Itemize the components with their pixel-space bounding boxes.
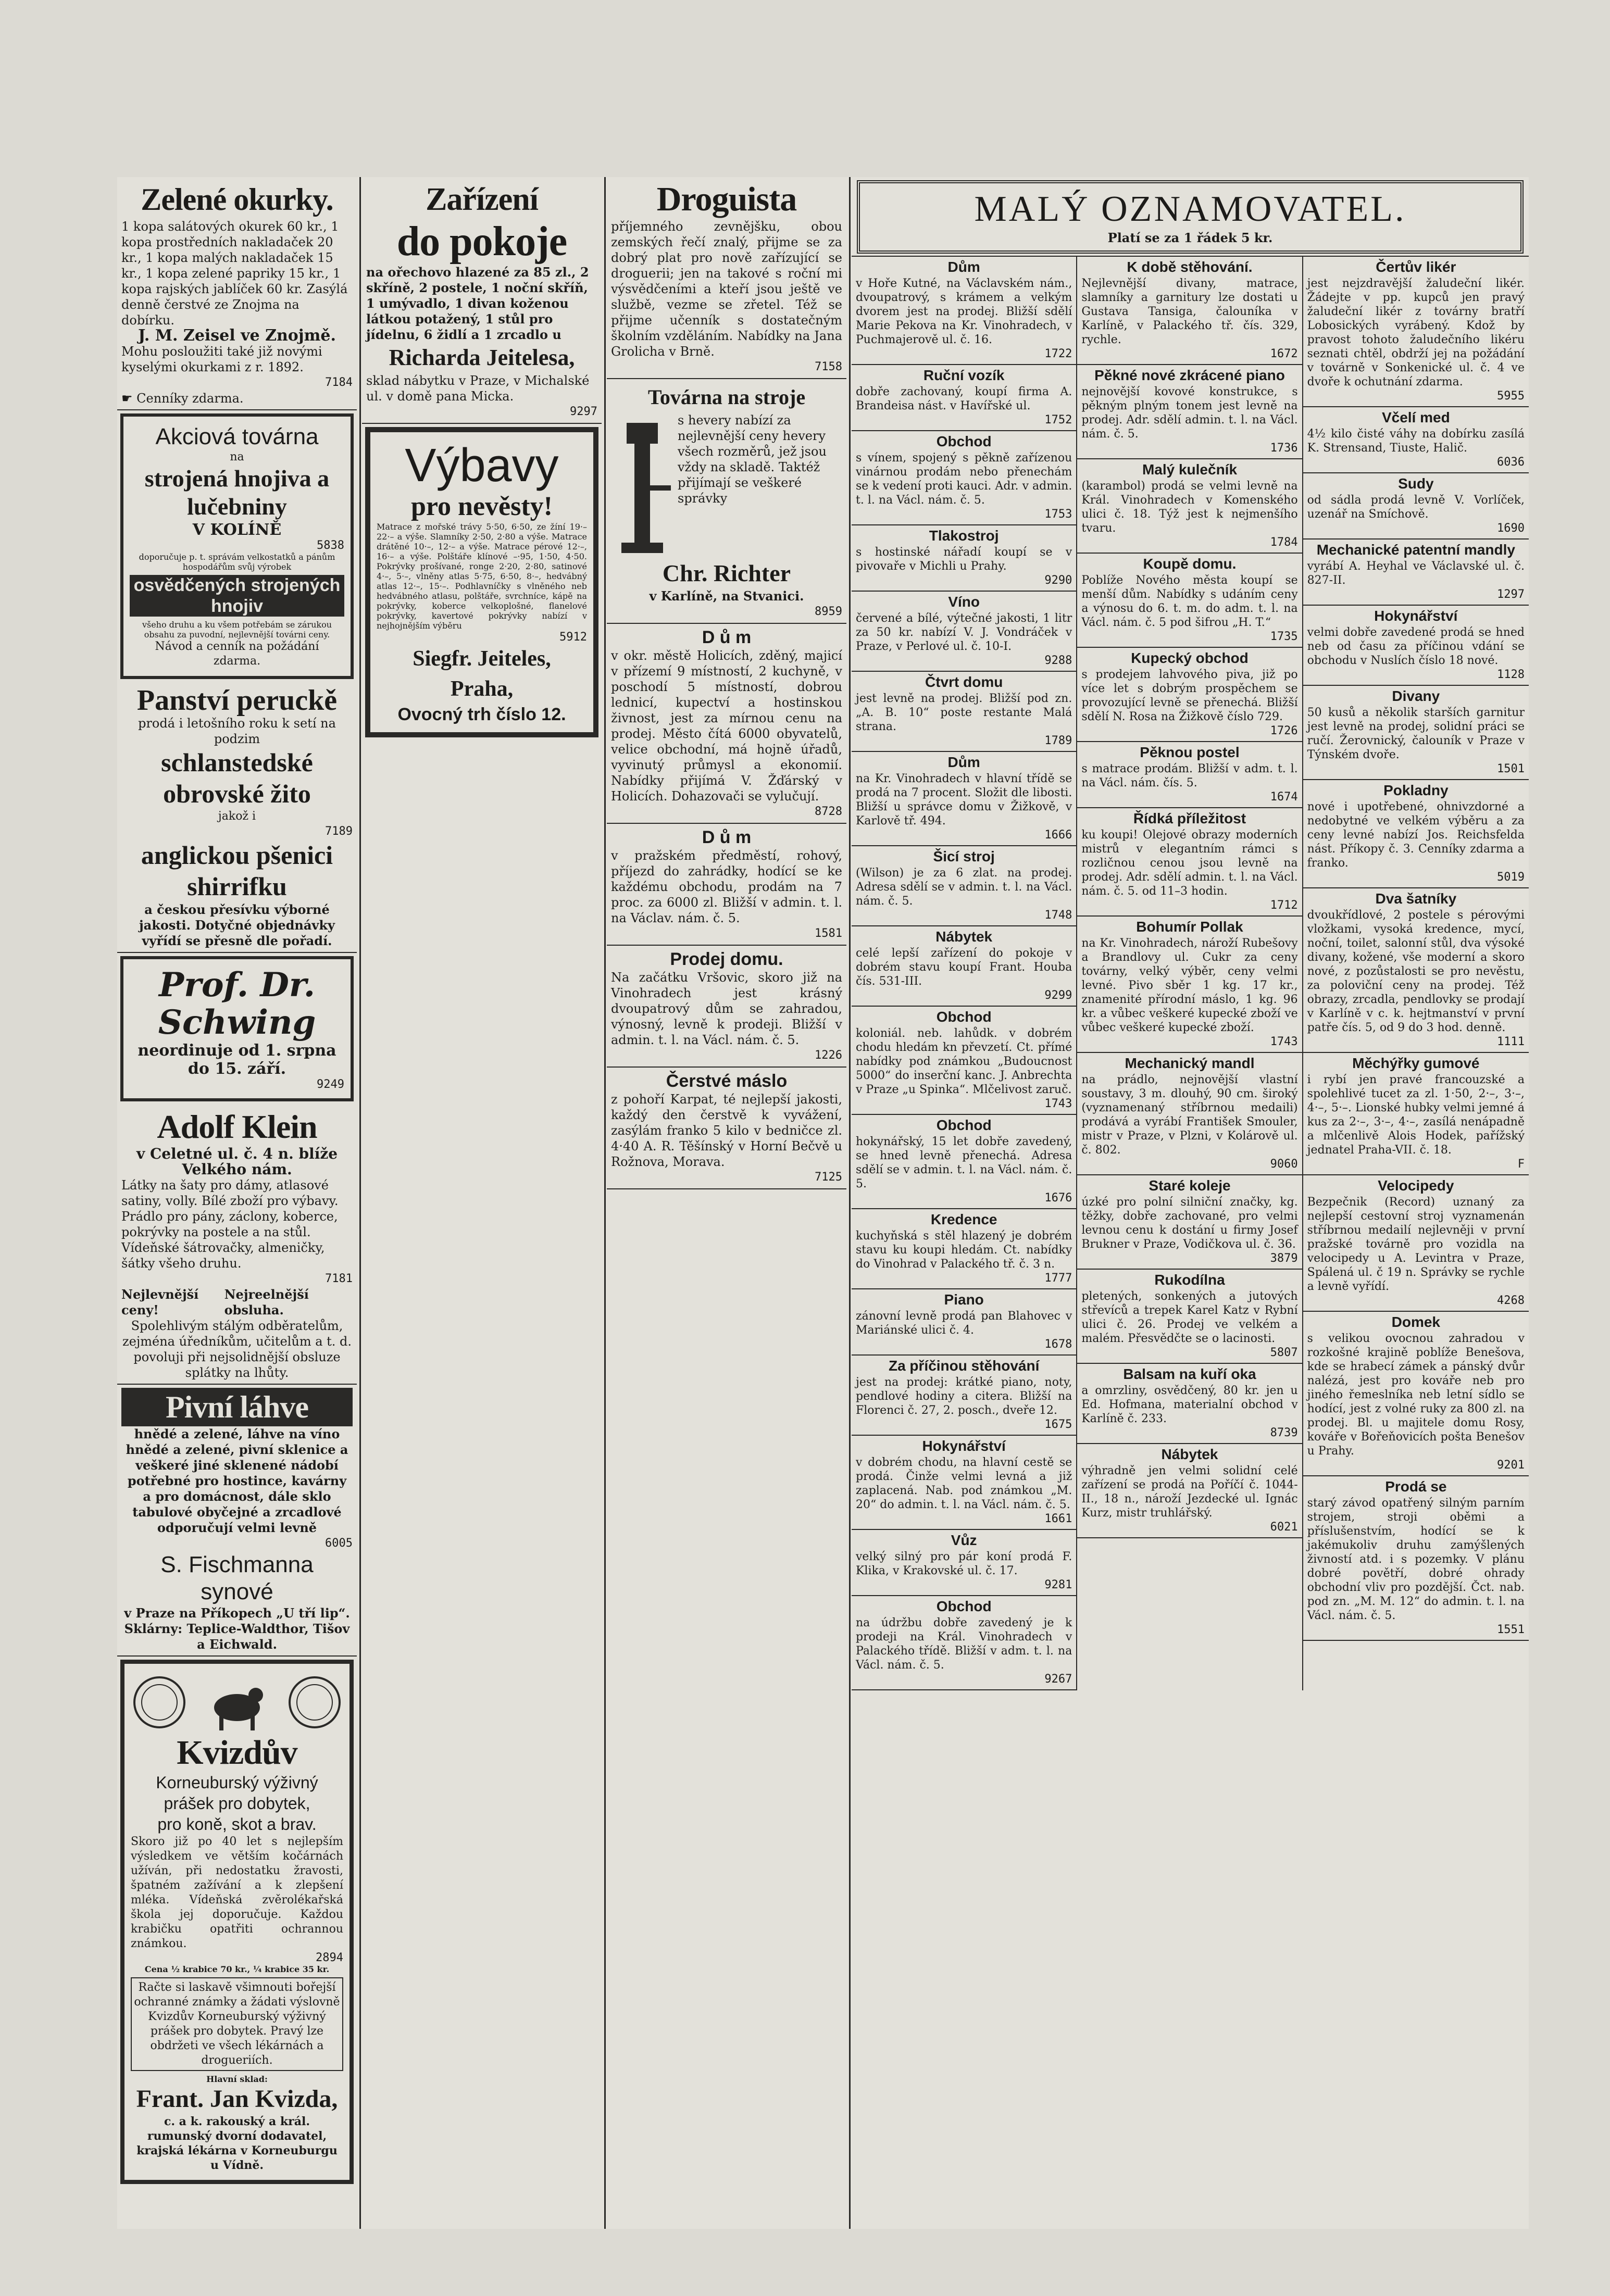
ad-body: v pražském předměstí, rohový, příjezd do zahrádky, hodící se ke každému obchodu, prodám na 7 proc. za 6000 zl. Bližší v admin. t. l. na Václav. nám. č. 5. (611, 848, 842, 925)
classified-text: 4½ kilo čisté váhy na dobírku zasílá K. Strensand, Tiuste, Halič. (1307, 428, 1525, 455)
classified-text: Bezpečnik (Record) uznaný za nejlepší cestovní stroj vyznamenán stříbrnou medailí nejlevněji v první pražské továrně pro vozidla na velocipedy u A. Levintra v Praze, Spálená ul. č 19 n. Správky se rychle a levně vyřídí. (1307, 1196, 1525, 1293)
ad-code: 2894 (316, 1951, 343, 1964)
ad-navod: Návod a cenník na požádání zdarma. (155, 640, 319, 668)
classified-ad (1077, 648, 1302, 742)
classified-code: 3879 (1270, 1252, 1298, 1265)
classified-code: 9290 (1044, 574, 1072, 587)
kvizda-header (131, 1671, 343, 1734)
classified-heading: K době stěhování. (1127, 259, 1253, 275)
ad-code: 8959 (815, 605, 842, 618)
classified-code: 5807 (1270, 1346, 1298, 1359)
ad-title: Droguista (656, 180, 797, 218)
classified-ad (1303, 780, 1529, 888)
classified-heading: Piano (944, 1291, 984, 1308)
ad-maslo (607, 1068, 846, 1189)
classified-text: hokynářský, 15 let dobře zavedený, se hned levně přenechá. Adresa sdělí se v admin. t. l. na Václ. nám. č. 5. (856, 1135, 1072, 1190)
ad-product: schlanstedské obrovské žito (161, 748, 313, 808)
ad-title: Kvizdův (177, 1734, 297, 1772)
classified-ad (1077, 554, 1302, 648)
classifieds-grid (852, 256, 1529, 1690)
classified-text: v Hoře Kutné, na Václavském nám., dvoupatrový, s krámem a velkým dvorem jest na prodej. Bližší sdělí Marie Pekova na Kr. Vinohradech, v Puchmajerově ul. č. 16. (856, 277, 1072, 346)
classified-text: jest levně na prodej. Bližší pod zn. „A. B. 10“ poste restante Malá strana. (856, 692, 1072, 733)
classified-ad (852, 1289, 1076, 1356)
classified-ad (1303, 606, 1529, 686)
classified-code: 1675 (1044, 1418, 1072, 1431)
classified-ad (1077, 1270, 1302, 1364)
classified-heading: Velocipedy (1378, 1177, 1454, 1194)
classified-heading: Pokladny (1383, 782, 1449, 798)
classified-ad (1303, 257, 1529, 407)
classified-heading: Dva šatníky (1375, 890, 1457, 907)
classified-code: 1789 (1044, 734, 1072, 747)
classified-ad (1077, 1053, 1302, 1175)
column-rule (604, 177, 606, 2229)
classified-ad (1077, 459, 1302, 554)
classified-text: s matrace prodám. Bližší v adm. t. l. na Václ. nám. čís. 5. (1081, 762, 1298, 789)
classified-text: s velikou ovocnou zahradou v rozkošné krajině poblíže Benešova, kde se hrabecí zámek a pánský dvůr nalézá, jest pro kováře neb pro jiného řemeslníka neb letní sídlo se hodící, jest z volné ruky za 800 zl. na prodej. Bl. u majitele domu Rosy, kováře v Bořeňovicích pošta Benešov u Prahy. (1307, 1332, 1525, 1458)
classified-ad (1077, 808, 1302, 917)
classified-text: v dobrém chodu, na hlavní cestě se prodá. Činže velmi levná a již zaplacená. Nab. pod známkou „M. 20“ do admin. t. l. na Václ. nám. č. 5. (856, 1456, 1072, 1511)
classified-code: 1753 (1044, 508, 1072, 521)
ad-firm: Chr. Richter (662, 560, 791, 586)
ad-addr: Ovocný trh číslo 12. (397, 705, 566, 724)
ad-city: V KOLÍNĚ (192, 521, 282, 539)
classified-code: 1128 (1497, 668, 1525, 681)
classified-text: 50 kusů a několik starších garnitur jest levně na prodej, solidní práci se ručí. Žerovnický, čalouník v Praze v Týnském dvoře. (1307, 706, 1525, 761)
classified-ad (1303, 473, 1529, 540)
classified-ad (852, 672, 1076, 752)
classified-text: (karambol) prodá se velmi levně na Král. Vinohradech v Komenského ulici č. 18. Týž jest k nejmenšího tvaru. (1081, 480, 1298, 535)
classified-code: 1726 (1270, 724, 1298, 737)
classified-code: 1501 (1497, 762, 1525, 775)
classifieds-column-2 (1077, 257, 1303, 1690)
classified-code: 1712 (1270, 899, 1298, 912)
ad-body: doporučuje p. t. správám velkostatků a pánům hospodářům svůj výrobek (139, 552, 335, 572)
classified-ad (1077, 1364, 1302, 1444)
classified-code: 9299 (1044, 989, 1072, 1002)
ad-code: 5912 (559, 631, 587, 644)
classified-ad (1303, 540, 1529, 606)
ad-dum-1 (607, 624, 846, 824)
classified-text: starý závod opatřený silným parním strojem, stroji oběmi a příslušenstvím, hodící se k jakémukoliv druhu zamýšlených živností atd. i s pozemky. V plánu dobré povětří, dobré ohrady obchodní vliv pro pozdější. Čct. nab. pod zn. „M. M. 12“ do admin. t. l. na Václ. nám. č. 5. (1307, 1497, 1525, 1622)
classified-text: (Wilson) je za 6 zlat. na prodej. Adresa sdělí se v admin. t. l. na Václ. nám. č. 5. (856, 867, 1072, 908)
ad-title: Akciová továrna (155, 424, 319, 449)
newspaper-page (117, 177, 1529, 2229)
classified-ad (1303, 686, 1529, 780)
ad-code: 7184 (325, 376, 353, 389)
ad-firm: J. M. Zeisel ve Znojmě. (138, 327, 336, 345)
medal-seal-icon (131, 1674, 188, 1731)
ad-title: D ů m (702, 827, 752, 847)
classified-heading: Víno (948, 594, 980, 610)
classified-heading: Mechanický mandl (1125, 1055, 1255, 1071)
ad-title: Zařízení (426, 182, 538, 217)
classified-heading: Prodá se (1385, 1478, 1447, 1495)
ad-cenniky: ☛ Cenníky zdarma. (121, 391, 244, 406)
classified-ad (1077, 917, 1302, 1053)
classified-text: úzké pro polní silniční značky, kg. těžky, dobře zachované, pro velmi levnou cenu k dostání u firmy Josef Brukner v Praze, Vodičkova ul. č. 36. (1081, 1196, 1298, 1251)
ad-sklad: Hlavní sklad: (206, 2074, 268, 2084)
classified-text: jest nejzdravější žaludeční likér. Žádejte v pp. kupců jen pravý žaludeční likér z továrny bratří Lobosických vyrábený. Kdož by pravost tohoto žaludečního likéru seznati chtěl, obdrží jej na požádání v továrně v Sonkenické ul. č. 4 ve dvoře k ochutnání zdarma. (1307, 277, 1525, 388)
classified-ad (852, 1530, 1076, 1596)
classified-text: nejnovější kovové konstrukce, s pěkným plným tonem jest levně na prodej. Adr. sdělí admin. t. l. na Václ. nám. č. 5. (1081, 385, 1298, 441)
ad-warning: Račte si laskavě všimnouti bořejší ochranné známky a žádati výslovně Kvizdův Korneuburský výživný prášek pro dobytek. Pravý lze obdržeti ve všech lékárnách a drogueriích. (131, 1977, 343, 2071)
classified-text: a omrzliny, osvědčený, 80 kr. jen u Ed. Hofmana, materialní obchod v Karlíně č. 233. (1081, 1384, 1298, 1425)
ad-tovarna (120, 413, 354, 679)
classified-text: dobře zachovaný, koupí firma A. Brandeisa nást. v Havířské ul. (856, 385, 1072, 412)
classified-code: 1678 (1044, 1338, 1072, 1351)
ad-body: hnědé a zelené, láhve na víno hnědé a zelené, pivní sklenice a veškeré jiné sklenené nádobí potřebné pro hostince, kavárny a pro domácnost, dále sklo tabulové obyčejné a zrcadlové odporučují velmi levně (126, 1426, 348, 1535)
classifieds-title: MALÝ OZNAMOVATEL. (974, 189, 1406, 229)
ad-droguista (607, 177, 846, 379)
ad-code: 7158 (815, 360, 842, 373)
classified-heading: Pěkné nové zkrácené piano (1094, 367, 1285, 383)
classified-text: velký silný pro pár koní prodá F. Klika, v Krakovské ul. č. 17. (856, 1550, 1072, 1577)
ad-code: 9249 (317, 1078, 344, 1091)
classified-text: s vínem, spojený s pěkně zařízenou vinárnou prodám nebo přenechám se k vedení proti kauci. Adr. v admin. t. l. na Václ. nám. č. 5. (856, 451, 1072, 507)
ad-note: Mohu posloužiti také již novými kyselými okurkami z r. 1892. (121, 344, 322, 374)
classified-ad (852, 592, 1076, 672)
classified-ad (852, 1115, 1076, 1209)
ad-okurky (117, 177, 357, 410)
classified-heading: Ruční vozík (923, 367, 1005, 383)
classified-heading: Nábytek (935, 929, 993, 945)
classified-code: 1748 (1044, 909, 1072, 922)
classified-heading: Kredence (930, 1211, 997, 1227)
classified-code: 1722 (1044, 347, 1072, 360)
classified-heading: Dům (947, 754, 980, 770)
classified-code: 4268 (1497, 1294, 1525, 1307)
classified-ad (852, 1436, 1076, 1530)
horse-cow-emblem-icon (206, 1671, 268, 1734)
classified-heading: Vůz (951, 1532, 977, 1548)
classified-heading: Kupecký obchod (1131, 650, 1249, 666)
classified-text: výhradně jen velmi solidní celé zařízení se prodá na Poříčí č. 1044-II., 18 n., nároží Jezdecké ul. Ignác Kurz, mistr truhlářský. (1081, 1464, 1298, 1520)
classified-ad (852, 525, 1076, 592)
column-2 (362, 177, 602, 741)
ad-schwing (120, 956, 354, 1101)
classified-code: 1752 (1044, 413, 1072, 426)
classified-text: na údržbu dobře zavedený je k prodeji na Král. Vinohradech v Palackého třídě. Bližší v adm. t. l. na Václ. nám. č. 5. (856, 1616, 1072, 1672)
classified-ad (852, 1596, 1076, 1690)
classified-heading: Pěknou postel (1140, 744, 1240, 760)
classified-text: ku koupi! Olejové obrazy moderních mistrů v elegantním rámci s rozličnou cenou jsou levně na prodej. Adr. sdělí admin. t. l. na Václ. nám. č. 5. od 11–3 hodin. (1081, 829, 1298, 898)
classified-heading: Tlakostroj (929, 528, 999, 544)
ad-code: 5838 (317, 539, 344, 552)
ad-body: prodá i letošního roku k setí na podzim (138, 716, 336, 746)
classified-ad (1303, 1476, 1529, 1641)
ad-body: Matrace z mořské trávy 5·50, 6·50, ze žíní 19·–22·– a výše. Slamníky 2·50, 2·80 a výše. Matrace drátěné 10·–, 12·– a výše. Matrace pérové 12·–, 16·– a výše. Polštáře klínové –·95, 1·50, 4·50. Pokrývky prošívané, ronge 2·20, 2·80, satinové 4·–, 5·–, vlněny atlas 5·75, 6·50, 8·–, hedvábný atlas 12·–, 15·–. Podhlavníčky s vlněného neb hedvábného atlasu, polštáře, svrchníce, kápě na pokrývky, koberce velkoplošné, flanelové pokrývky, kavertové pokrývky nabízí v nejhojnějším výběru (377, 522, 587, 631)
ad-highlight: osvědčených strojených hnojiv (130, 575, 344, 617)
classified-heading: Měchýřky gumové (1352, 1055, 1480, 1071)
ad-kvizda (120, 1660, 354, 2184)
column-rule (359, 177, 361, 2229)
classified-ad (1077, 1444, 1302, 1538)
classified-heading: Dům (947, 259, 980, 275)
ad-title: Továrna na stroje (647, 385, 806, 409)
ad-stroje (607, 379, 846, 624)
classified-text: i rybí jen pravé francouzské a spolehlivé tucet za zl. 1·50, 2·–, 3·–, 4·–, 5·–. Lionské hubky velmi jemné á kus za 2·–, 3·–, 4·–, zasílá nenápadně a mlčenlivě Alois Hodek, pařížský jednatel Praha-VII. č. 18. (1307, 1073, 1525, 1157)
classified-ad (1077, 1175, 1302, 1270)
ad-body: v okr. městě Holicích, zděný, majicí v přízemí 9 místností, 2 kuchyně, v poschodí 5 místností, dobrou lednicí, kupectví a hostinskou živnost, jest za mírnou cenu na prodej. Město čítá 6000 obyvatelů, velice obchodní, má hojně úřadů, vyvinutý průmysl a ekonomií. Nabídky přijímá V. Žďárský v Holicích. Dohazovači se vylučují. (611, 648, 842, 804)
ad-title: D ů m (702, 628, 752, 647)
classified-code: 1676 (1044, 1191, 1072, 1205)
ad-zarizeni (362, 177, 602, 424)
classified-code: 5955 (1497, 390, 1525, 403)
ad-code: 1581 (815, 927, 842, 940)
classified-ad (852, 365, 1076, 431)
classified-text: na prádlo, nejnovější vlastní soustavy, 3 m. dlouhý, 90 cm. široký (vyznamenaný stříbrnou medaili) prodává a vyrábí František Smouler, mistr v Praze, v Plzni, v Kolárově ul. č. 802. (1081, 1073, 1298, 1157)
ad-body: na ořechovo hlazené za 85 zl., 2 skříně, 2 postele, 1 noční skříň, 1 umývadlo, 1 divan koženou látkou potažený, 1 stůl pro jídelnu, 6 židlí a 1 zrcadlo u (366, 265, 589, 342)
classified-ad (1303, 1053, 1529, 1175)
classified-code: 1551 (1497, 1623, 1525, 1636)
classified-heading: Hokynářství (1374, 608, 1458, 624)
classified-code: 6036 (1497, 456, 1525, 469)
classified-code: 1672 (1270, 347, 1298, 360)
classified-ad (1303, 1312, 1529, 1476)
classified-heading: Balsam na kuří oka (1123, 1366, 1256, 1382)
ad-title: Výbavy (405, 440, 559, 492)
ad-body: s hevery nabízí za nejlevnější ceny hevery všech rozměrů, jež jsou vždy na skladě. Taktéž přijímají se veškeré správky (678, 413, 827, 506)
classifieds-header (857, 180, 1524, 254)
classified-text: velmi dobře zavedené prodá se hned neb od času za příčinou vdání se obchodu v Nuslích číslo 18 nové. (1307, 626, 1525, 667)
ad-code: 7125 (815, 1171, 842, 1184)
classified-text: pletených, sonkených a jutových střevíců a trepek Karel Katz v Rybní ulici č. 26. Prodej ve velkém a malém. Přesvědčte se o lacinosti. (1081, 1290, 1298, 1345)
classified-ad (1077, 742, 1302, 808)
classified-text: na Kr. Vinohradech v hlavní třídě se prodá na 7 procent. Složit dle libosti. Bližší u správce domu v Žižkově, v Karlově tř. 494. (856, 772, 1072, 827)
ad-pro: pro koně, skot a brav. (157, 1815, 317, 1834)
classified-ad (852, 431, 1076, 525)
column-3 (607, 177, 846, 1189)
ad-body: 1 kopa salátových okurek 60 kr., 1 kopa prostředních nakladaček 20 kr., 1 kopa malých nakladaček 15 kr., 1 kopa zelené papriky 15 kr., 1 kopa rajských jablíček 60 kr. Zasýlá denně čerstvé ze Znojma na dobírku. (121, 219, 348, 328)
ad-body: Skoro již po 40 let s nejlepším výsledkem ve větším kočárnách užíván, při nedostatku žravosti, špatném zažívání a k zlepšení mléka. Vídeňská zvěrolékařská škola jej doporučuje. Každou krabičku opatřiti ochrannou známkou. (131, 1835, 343, 1950)
classified-text: vyrábí A. Heyhal ve Václavské ul. č. 827-II. (1307, 560, 1525, 587)
ad-subtitle: do pokoje (396, 219, 567, 265)
classified-code: 1297 (1497, 588, 1525, 601)
ad-firm: S. Fischmanna synové (160, 1552, 314, 1604)
ad-lahve (117, 1385, 357, 1657)
classified-ad (852, 752, 1076, 846)
classified-heading: Staré koleje (1149, 1177, 1231, 1194)
classified-heading: Řídká příležitost (1133, 810, 1246, 826)
classified-text: nové i upotřebené, ohnivzdorné a nedobytné ve velkém výběru a za ceny levné nabízí Jos. Reichsfelda nást. Příkopy č. 3. Cenníky zdarma a franko. (1307, 800, 1525, 870)
classified-code: 1743 (1044, 1097, 1072, 1110)
classified-code: 1661 (1044, 1512, 1072, 1525)
classified-heading: Bohumír Pollak (1136, 919, 1243, 935)
classified-ad (852, 1356, 1076, 1436)
classified-ad (1303, 407, 1529, 473)
classifieds-rate: Platí se za 1 řádek 5 kr. (1107, 230, 1273, 245)
classified-text: celé lepší zařízení do pokoje v dobrém stavu koupí Frant. Houba čís. 531-III. (856, 947, 1072, 988)
classified-heading: Včelí med (1381, 409, 1450, 425)
ad-addr: v Praze na Příkopech „U tří lip“. (124, 1605, 350, 1621)
classified-ad (852, 1007, 1076, 1115)
classified-ad (852, 1209, 1076, 1289)
ad-code: 7189 (325, 825, 353, 838)
classified-heading: Obchod (936, 1598, 992, 1614)
classified-code: 1111 (1497, 1035, 1525, 1048)
classified-ad (852, 257, 1076, 365)
ad-addr: v Karlíně, na Stvanici. (649, 588, 804, 604)
ad-body2: a českou přesívku výborné jakosti. Dotyčné objednávky vyřídí se přesně dle pořadí. (139, 902, 335, 948)
classified-text: Poblíže Nového města koupí se menší dům. Nabídky s udáním ceny a výnosu do 6. t. m. do adm. t. l. na Václ. nám. č. 5 pod šifrou „H. T.“ (1081, 574, 1298, 629)
ad-code: 1226 (815, 1049, 842, 1062)
column-rule (849, 177, 851, 2229)
ad-code: 7181 (325, 1272, 353, 1285)
diploma-seal-icon (286, 1674, 343, 1731)
classified-heading: Za příčinou stěhování (888, 1358, 1040, 1374)
classified-heading: Domek (1391, 1314, 1441, 1330)
classified-ad (1303, 888, 1529, 1053)
classified-ad (852, 846, 1076, 926)
classified-text: dvoukřídlové, 2 postele s pérovými vložkami, vysoká kredence, mycí, noční, toilet, salonní stůl, dva výsoké divany, kožené, vše moderní a skoro nové, z pozůstalosti se pro nevěstu, za poloviční ceny na prodej. Též obrazy, zrcadla, pendlovky se prodají v Karlíně v c. k. hejtmanství v první patře čís. 5, od 9 do 3 hod. denně. (1307, 909, 1525, 1034)
ad-subtitle: pro nevěsty! (410, 492, 553, 521)
classified-code: 1674 (1270, 791, 1298, 804)
ad-code: 8728 (815, 805, 842, 818)
ad-addr: v Celetné ul. č. 4 n. blíže Velkého nám. (136, 1145, 338, 1178)
classified-ad (1303, 1175, 1529, 1312)
ad-body: Látky na šaty pro dámy, atlasové satiny, volly. Bílé zboží pro výbavy. Prádlo pro pány, záclony, koberce, pokrývky na postele a na stůl. Vídeňské šátrovačky, almeničky, šátky všeho druhu. (121, 1178, 339, 1271)
classified-text: jest na prodej: krátké piano, noty, pendlové hodiny a citera. Bližší na Florenci č. 27, 2. posch., dveře 12. (856, 1376, 1072, 1417)
classified-code: 9060 (1270, 1158, 1298, 1171)
classified-ad (852, 926, 1076, 1007)
classified-heading: Šicí stroj (933, 848, 995, 864)
column-1 (117, 177, 357, 2187)
ad-body: Na začátku Vršovic, skoro již na Vinohradech jest krásný dvoupatrový dům se zahradou, výnosný, levně k prodeji. Bližší v admin. t. l. na Václ. nám. č. 5. (611, 970, 842, 1047)
classified-code: 8739 (1270, 1426, 1298, 1439)
classified-code: 9281 (1044, 1578, 1072, 1591)
ad-price: Cena ½ krabice 70 kr., ¼ krabice 35 kr. (144, 1964, 330, 1974)
ad-title: Prodej domu. (670, 949, 783, 969)
classified-text: s prodejem lahvového piva, již po více let s dobrým prospěchem se provozující levně se přenechá. Bližší sdělí N. Rosa na Žižkově číslo 729. (1081, 668, 1298, 723)
ad-title: Prof. Dr. Schwing (158, 965, 316, 1042)
classified-ad (1077, 365, 1302, 459)
classified-text: na Kr. Vinohradech, nároží Rubešovy a Brandlovy ul. Cukr za ceny továrny, velký výběr, ceny velmi levné. Pivo sběr 1 kg. 17 kr., znamenité přírodní máslo, 1 kg. 96 kr. a vůbec veškeré kupecké zboží ve vůbec veškeré kupecké zboží. (1081, 937, 1298, 1034)
classified-text: od sádla prodá levně V. Vorlíček, uzenář na Smíchově. (1307, 494, 1525, 521)
ad-title: Panství peruckě (136, 684, 338, 717)
classified-code: 9267 (1044, 1673, 1072, 1686)
classified-heading: Rukodílna (1154, 1272, 1225, 1288)
ad-firm: Richarda Jeitelesa, (389, 345, 575, 370)
ad-prodej-domu (607, 946, 846, 1068)
classified-heading: Divany (1392, 688, 1440, 704)
classified-code: 1735 (1270, 630, 1298, 643)
classified-code: 6021 (1270, 1521, 1298, 1534)
classified-heading: Nábytek (1161, 1446, 1218, 1462)
classified-code: 1736 (1270, 442, 1298, 455)
ad-sklarny: Sklárny: Teplice-Waldthor, Tišov a Eichwald. (124, 1621, 350, 1652)
ad-product-2: anglickou pšenici shirrifku (141, 840, 333, 901)
ad-code: 6005 (325, 1537, 353, 1550)
classified-heading: Obchod (936, 1117, 992, 1133)
stroje-body-row (611, 412, 842, 558)
classified-heading: Sudy (1398, 475, 1434, 492)
ad-product: Korneuburský výživný prášek pro dobytek, (156, 1773, 318, 1813)
jack-machine-icon (611, 412, 673, 558)
ad-title: Adolf Klein (157, 1108, 317, 1145)
ad-body2: Spolehlivým stálým odběratelům, zejména úředníkům, učitelům a t. d. povoluji při nejsolidnější obsluze splátky na lhůty. (122, 1319, 352, 1380)
classified-code: 1777 (1044, 1272, 1072, 1285)
classified-heading: Malý kulečník (1142, 461, 1238, 478)
ad-vybavy (365, 427, 598, 737)
ad-body: příjemného zevnějšku, obou zemských řečí znalý, přijme se za dobrý plat pro nově zařízující se droguerii; jen na takové s roční mi výsvědčeními a kteří jsou ještě ve službě, vezme se zřetel. Též se přijme učenník s dostatečným školním vzděláním. Nabídky na Jana Grolicha v Brně. (611, 219, 842, 359)
ad-claims: Nejlevnější ceny! Nejreelnější obsluha. (121, 1287, 309, 1318)
ad-subtitle: strojená hnojiva a lučebniny (144, 465, 330, 520)
classified-heading: Mechanické patentní mandly (1316, 542, 1515, 558)
ad-code: 9297 (570, 405, 597, 418)
classified-ad (1077, 257, 1302, 365)
classified-heading: Obchod (936, 433, 992, 449)
ad-panstvi (117, 682, 357, 953)
classified-text: s hostinské nářadí koupí se v pivovaře v Michli u Prahy. (856, 546, 1072, 573)
classified-heading: Čertův likér (1376, 259, 1456, 275)
classified-text: červené a bílé, výtečné jakosti, 1 litr za 50 kr. nabízí V. J. Vondráček v Praze, v Perlové ul. č. 10-I. (856, 612, 1072, 653)
ad-title: Čerstvé máslo (666, 1071, 788, 1091)
classified-code: 1743 (1270, 1035, 1298, 1048)
classified-code: 9288 (1044, 654, 1072, 667)
classified-heading: Hokynářství (922, 1438, 1006, 1454)
classified-code: F (1517, 1158, 1525, 1171)
classified-code: 1666 (1044, 829, 1072, 842)
classified-code: 1690 (1497, 522, 1525, 535)
classifieds-section (852, 177, 1529, 1690)
classified-code: 5019 (1497, 871, 1525, 884)
ad-title: Pivní láhve (121, 1388, 353, 1426)
ad-na: na (230, 450, 244, 463)
classified-text: zánovní levně prodá pan Blahovec v Mariánské ulici č. 4. (856, 1310, 1072, 1337)
ad-firm-2: c. a k. rakouský a král. rumunský dvorní dodavatel, krajská lékárna v Korneuburgu u Vídně. (136, 2115, 338, 2172)
ad-body: neordinuje od 1. srpna do 15. září. (138, 1042, 336, 1078)
ad-body2: sklad nábytku v Praze, v Michalské ul. v domě pana Micka. (366, 373, 590, 404)
ad-city: Praha, (450, 677, 514, 701)
ad-firm: Siegfr. Jeiteles, (413, 647, 551, 671)
ad-jakoz: jakož i (218, 810, 256, 823)
classified-heading: Čtvrt domu (925, 674, 1003, 690)
classified-code: 9201 (1497, 1459, 1525, 1472)
ad-dum-2 (607, 824, 846, 946)
classified-text: kuchyňská s stěl hlazený je dobrém stavu ku koupi hledám. Ct. nabídky do Vinohrad v Palackého tř. č. 3 n. (856, 1229, 1072, 1271)
classifieds-column-1 (852, 257, 1077, 1690)
classified-code: 1784 (1270, 536, 1298, 549)
classified-text: Nejlevnější divany, matrace, slamníky a garnitury lze dostati u Gustava Tansiga, čalouníka v Karlíně, v Palackého tř. čís. 329, rychle. (1081, 277, 1298, 346)
ad-firm: Frant. Jan Kvizda, (136, 2085, 338, 2113)
classified-heading: Koupě domu. (1143, 556, 1237, 572)
classifieds-column-3 (1303, 257, 1529, 1690)
ad-klein (117, 1105, 357, 1385)
ad-body2: všeho druhu a ku všem potřebám se zárukou obsahu za puvodní, nejlevnější továrni ceny. (142, 620, 332, 639)
ad-body: z pohoří Karpat, té nejlepší jakosti, každý den čerstvě k vyvážení, zasýlám franko 5 kilo v bedničce zl. 4·40 A. R. Těšínský v Horní Bečvě u Rožnova, Morava. (611, 1092, 842, 1169)
classified-heading: Obchod (936, 1009, 992, 1025)
classified-text: koloniál. neb. lahůdk. v dobrém chodu hledám kn převzetí. Ct. přímé nabídky pod známkou „Budoucnost 5000“ do inserční kanc. J. Anbrechta v Praze „u Spinka“. Mlčelivost zaruč. (856, 1027, 1072, 1096)
ad-title: Zelené okurky. (141, 182, 333, 217)
